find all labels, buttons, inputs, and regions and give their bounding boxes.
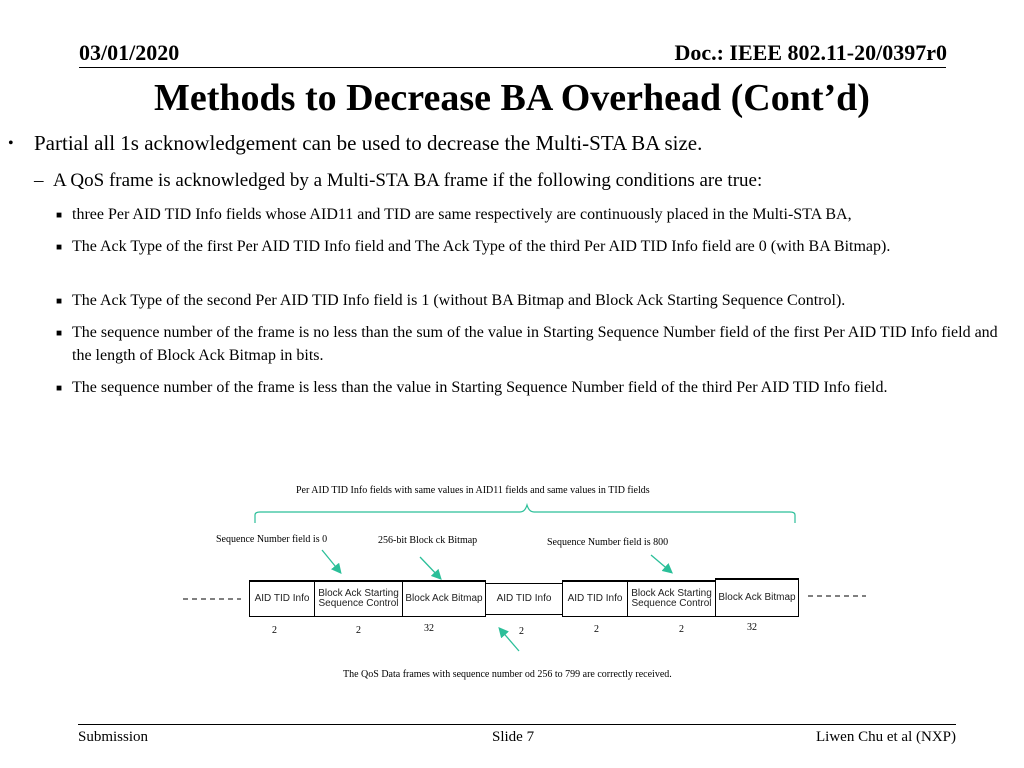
field-size: 2 bbox=[519, 626, 524, 637]
bitmap-label: 256-bit Block ck Bitmap bbox=[378, 535, 478, 546]
field-size: 32 bbox=[747, 622, 757, 633]
footer-authors: Liwen Chu et al (NXP) bbox=[816, 729, 956, 745]
field-bitmap: Block Ack Bitmap bbox=[715, 578, 799, 617]
header-date: 03/01/2020 bbox=[79, 40, 180, 65]
field-size: 2 bbox=[679, 624, 684, 635]
field-aid-tid-info: AID TID Info bbox=[562, 580, 628, 617]
brace-label: Per AID TID Info fields with same values in AID11 fields and same values in TID fields bbox=[296, 485, 650, 496]
seq-label-zero: Sequence Number field is 0 bbox=[216, 534, 328, 545]
bullet-square: ■ bbox=[56, 328, 63, 339]
brace bbox=[255, 505, 795, 523]
footer-slide-number: Slide 7 bbox=[492, 729, 535, 745]
condition-item: The Ack Type of the first Per AID TID Info field and The Ack Type of the third Per AID TID Info field are 0 (with BA Bitmap). bbox=[72, 238, 891, 255]
bullet-square: ■ bbox=[56, 210, 63, 221]
bullet-level1: Partial all 1s acknowledgement can be used to decrease the Multi-STA BA size. bbox=[34, 131, 703, 155]
condition-item: three Per AID TID Info fields whose AID11 and TID are same respectively are continuously placed in the Multi-STA BA, bbox=[72, 206, 852, 223]
footer-submission: Submission bbox=[78, 729, 149, 745]
bullet-dash: – bbox=[34, 170, 44, 191]
bullet-square: ■ bbox=[56, 296, 63, 307]
slide-title: Methods to Decrease BA Overhead (Cont’d) bbox=[154, 77, 870, 119]
arrow-seq0 bbox=[322, 550, 340, 572]
bullet-dot: • bbox=[8, 135, 14, 152]
arrow-seq800 bbox=[651, 555, 671, 572]
bullet-level2: A QoS frame is acknowledged by a Multi-STA BA frame if the following conditions are true: bbox=[53, 170, 763, 191]
bullet-square: ■ bbox=[56, 383, 63, 394]
field-size: 2 bbox=[356, 625, 361, 636]
field-ssc: Block Ack Starting Sequence Control bbox=[314, 580, 403, 617]
header-doc-id: Doc.: IEEE 802.11-20/0397r0 bbox=[674, 40, 947, 65]
arrow-middle bbox=[500, 629, 519, 651]
field-aid-tid-info: AID TID Info bbox=[249, 580, 315, 617]
field-aid-tid-info-middle: AID TID Info bbox=[485, 583, 563, 615]
bottom-note: The QoS Data frames with sequence number od 256 to 799 are correctly received. bbox=[343, 669, 672, 680]
condition-item: The Ack Type of the second Per AID TID Info field is 1 (without BA Bitmap and Block Ack Starting Sequence Control). bbox=[72, 292, 846, 309]
condition-item: The sequence number of the frame is less than the value in Starting Sequence Number field of the third Per AID TID Info field. bbox=[72, 379, 888, 396]
arrow-bitmap bbox=[420, 557, 440, 578]
field-size: 32 bbox=[424, 623, 434, 634]
field-bitmap: Block Ack Bitmap bbox=[402, 580, 486, 617]
footer-divider bbox=[78, 724, 956, 725]
condition-item: The sequence number of the frame is no less than the sum of the value in Starting Sequence Number field of the first Per AID TID Info field and the length of Block Ack Bitmap in bits. bbox=[72, 324, 998, 364]
bullet-square: ■ bbox=[56, 242, 63, 253]
seq-label-800: Sequence Number field is 800 bbox=[547, 537, 669, 548]
field-ssc: Block Ack Starting Sequence Control bbox=[627, 580, 716, 617]
field-size: 2 bbox=[594, 624, 599, 635]
field-size: 2 bbox=[272, 625, 277, 636]
